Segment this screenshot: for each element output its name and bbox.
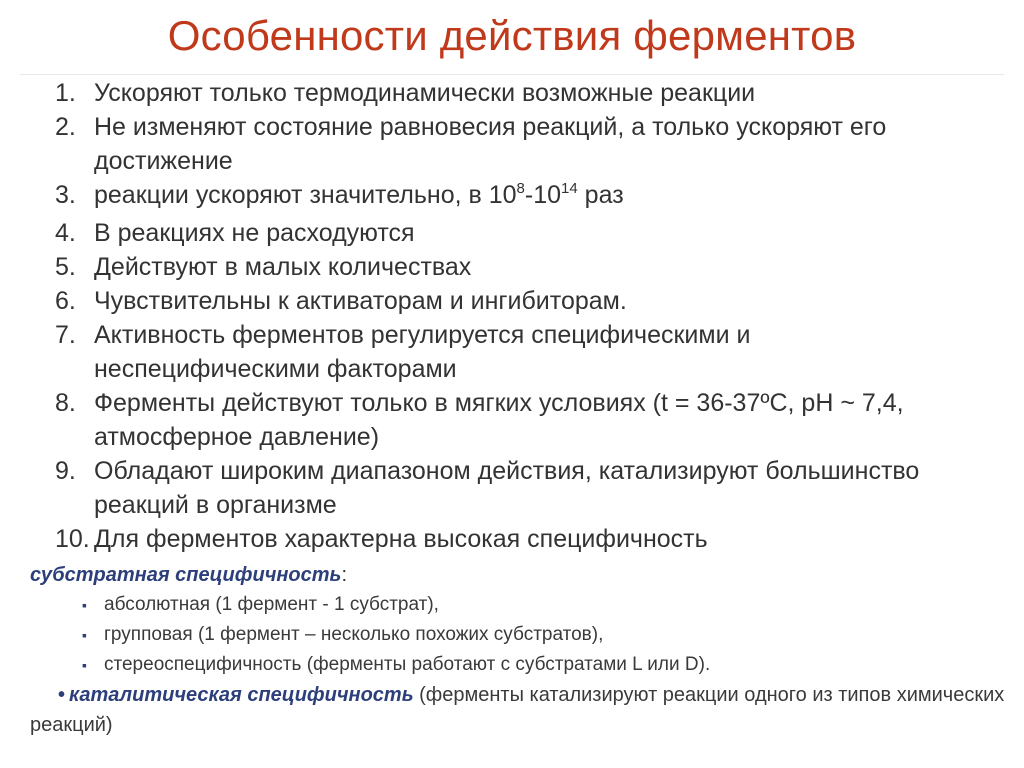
item-text: Активность ферментов регулируется специфическими и неспецифическими факторами <box>94 321 751 383</box>
item-number: 6. <box>55 287 76 315</box>
item-number: 5. <box>55 253 76 281</box>
slide-title: Особенности действия ферментов <box>167 12 857 59</box>
item-number: 3. <box>55 181 76 209</box>
heading-colon: : <box>341 564 347 586</box>
item-text: Ускоряют только термодинамически возможные реакции <box>94 79 756 107</box>
substrate-specificity-heading <box>30 560 1010 590</box>
list-item <box>30 590 1010 620</box>
list-item <box>30 620 1010 650</box>
item-text-part: реакции ускоряют значительно, в 10 <box>94 181 517 209</box>
bullet-dot-icon: • <box>58 684 66 706</box>
substrate-heading-text: субстратная специфичность <box>30 564 342 586</box>
specificity-section <box>30 560 1010 740</box>
list-item <box>55 250 975 284</box>
catalytic-heading-text: каталитическая специфичность <box>69 684 414 706</box>
list-item <box>55 76 975 110</box>
square-bullet-icon: ▪ <box>82 657 87 673</box>
title-divider <box>20 74 1004 75</box>
item-text: абсолютная (1 фермент - 1 субстрат), <box>104 594 439 615</box>
item-number: 1. <box>55 79 76 107</box>
catalytic-description: (ферменты катализируют реакции одного из типов химических реакций) <box>30 684 1005 736</box>
square-bullet-icon: ▪ <box>82 597 87 613</box>
item-text-part: раз <box>577 181 624 209</box>
item-number: 10. <box>55 525 90 553</box>
item-text <box>94 181 624 209</box>
item-number: 7. <box>55 321 76 349</box>
item-text-part: -10 <box>524 181 562 209</box>
list-item <box>55 284 975 318</box>
item-text: Ферменты действуют только в мягких условиях (t = 36-37ºC, pH ~ 7,4, атмосферное давление) <box>94 389 904 451</box>
item-number: 9. <box>55 457 76 485</box>
list-item <box>55 110 975 178</box>
exponent: 8 <box>516 180 525 197</box>
features-list <box>55 76 975 556</box>
item-number: 8. <box>55 389 76 417</box>
list-item <box>55 216 975 250</box>
item-text: групповая (1 фермент – несколько похожих субстратов), <box>104 624 604 645</box>
list-item <box>55 454 975 522</box>
catalytic-heading <box>30 684 414 706</box>
item-text: Чувствительны к активаторам и ингибиторам. <box>94 287 627 315</box>
item-text: В реакциях не расходуются <box>94 219 415 247</box>
catalytic-specificity <box>30 680 1010 740</box>
exponent: 14 <box>561 180 578 197</box>
item-text: Действуют в малых количествах <box>94 253 472 281</box>
list-item <box>55 522 975 556</box>
list-item <box>55 178 975 216</box>
item-text: Для ферментов характерна высокая специфичность <box>94 525 708 553</box>
item-number: 2. <box>55 113 76 141</box>
substrate-types-list <box>30 590 1010 680</box>
item-number: 4. <box>55 219 76 247</box>
item-text: Не изменяют состояние равновесия реакций, а только ускоряют его достижение <box>94 113 887 175</box>
item-text: Обладают широким диапазоном действия, катализируют большинство реакций в организме <box>94 457 920 519</box>
square-bullet-icon: ▪ <box>82 627 87 643</box>
list-item <box>55 318 975 386</box>
list-item <box>30 650 1010 680</box>
item-text: стереоспецифичность (ферменты работают с субстратами L или D). <box>104 654 711 675</box>
list-item <box>55 386 975 454</box>
